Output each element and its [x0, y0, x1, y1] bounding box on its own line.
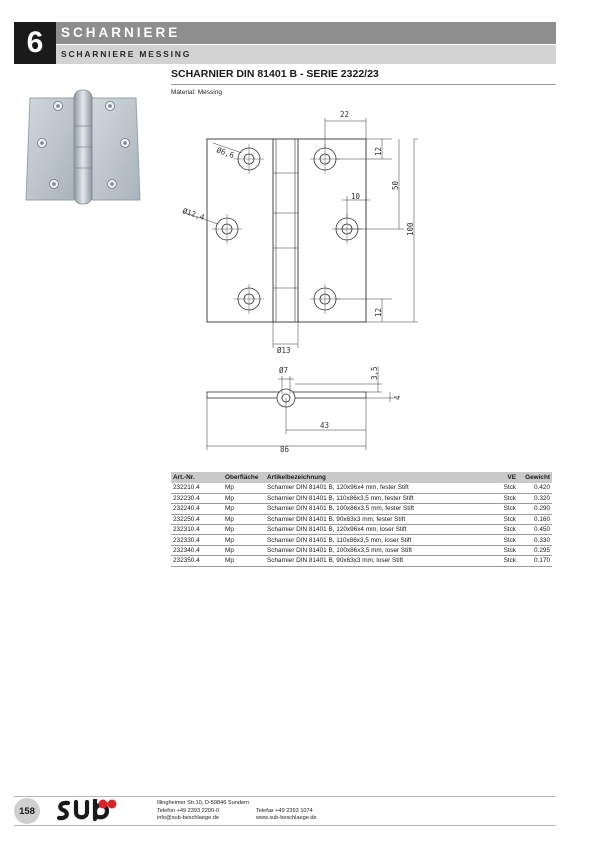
cell-weight: 0.450 [522, 525, 552, 535]
cell-ve: Stck [500, 525, 522, 535]
table-row [171, 493, 552, 503]
dim-top-width: 22 [340, 110, 350, 119]
table-row [171, 545, 552, 555]
dim-bottom-margin: 12 [374, 307, 383, 317]
cell-art-nr: 232350.4 [171, 556, 223, 566]
company-fax: Telefax +49 2393 1074 [256, 808, 313, 814]
chapter-subtitle: SCHARNIERE MESSING [56, 45, 556, 64]
cell-art-nr: 232230.4 [171, 493, 223, 503]
chapter-number: 6 [14, 22, 56, 64]
table-row [171, 504, 552, 514]
cell-weight: 0.170 [522, 556, 552, 566]
cell-ve: Stck [500, 504, 522, 514]
dim-edge: 10 [351, 192, 361, 201]
cell-weight: 0.330 [522, 535, 552, 545]
cell-description: Scharnier DIN 81401 B, 120x96x4 mm, loser Stift [265, 525, 500, 535]
cell-art-nr: 232250.4 [171, 514, 223, 524]
table-row [171, 535, 552, 545]
sub-logo-icon [55, 799, 117, 823]
cell-surface: Mp [223, 525, 265, 535]
col-weight: Gewicht [522, 472, 552, 483]
cell-ve: Stck [500, 514, 522, 524]
title-divider [171, 84, 556, 85]
cell-surface: Mp [223, 545, 265, 555]
cell-surface: Mp [223, 483, 265, 493]
cell-surface: Mp [223, 514, 265, 524]
cell-weight: 0.420 [522, 483, 552, 493]
company-web-link[interactable]: www.sub-beschlaege.de [256, 815, 317, 821]
cell-ve: Stck [500, 493, 522, 503]
company-phone: Telefon +49 2393 2200-0 [157, 808, 220, 814]
table-header-row [171, 472, 552, 483]
dim-hole-dia: Ø6,6 [215, 145, 236, 161]
table-row [171, 483, 552, 493]
footer-divider-top [14, 796, 556, 797]
col-description: Artikelbezeichnung [265, 472, 500, 483]
cell-ve: Stck [500, 545, 522, 555]
chapter-title: SCHARNIERE [56, 22, 556, 44]
company-email[interactable]: info@sub-beschlaege.de [157, 815, 219, 821]
cell-art-nr: 232340.4 [171, 545, 223, 555]
dim-thickness-a: 3,5 [370, 366, 379, 380]
cell-description: Scharnier DIN 81401 B, 100x86x3,5 mm, loser Stift [265, 545, 500, 555]
cell-description: Scharnier DIN 81401 B, 100x86x3,5 mm, fester Stift [265, 504, 500, 514]
cell-weight: 0.160 [522, 514, 552, 524]
technical-drawing [170, 100, 430, 460]
col-ve: VE [500, 472, 522, 483]
dim-top-margin: 12 [374, 146, 383, 156]
cell-weight: 0.320 [522, 493, 552, 503]
cell-description: Scharnier DIN 81401 B, 90x63x3 mm, loser Stift [265, 556, 500, 566]
cell-surface: Mp [223, 535, 265, 545]
dim-pin: Ø7 [279, 366, 289, 375]
cell-weight: 0.295 [522, 545, 552, 555]
cell-ve: Stck [500, 535, 522, 545]
table-row [171, 525, 552, 535]
table-row [171, 556, 552, 566]
cell-surface: Mp [223, 504, 265, 514]
cell-description: Scharnier DIN 81401 B, 120x96x4 mm, fester Stift [265, 483, 500, 493]
spec-table [171, 472, 552, 567]
company-address: Illingheimer Str.10, D-59846 Sundern [157, 800, 250, 806]
dim-ring-dia: Ø12,4 [181, 206, 206, 222]
cell-ve: Stck [500, 483, 522, 493]
dim-knuckle: Ø13 [277, 346, 291, 355]
cell-weight: 0.290 [522, 504, 552, 514]
cell-art-nr: 232310.4 [171, 525, 223, 535]
table-row [171, 514, 552, 524]
dim-leaf-half: 43 [320, 421, 330, 430]
cell-description: Scharnier DIN 81401 B, 110x86x3,5 mm, loser Stift [265, 535, 500, 545]
cell-surface: Mp [223, 556, 265, 566]
col-art-nr: Art.-Nr. [171, 472, 223, 483]
dim-hole-spacing: 50 [391, 180, 400, 190]
cell-art-nr: 232240.4 [171, 504, 223, 514]
cell-surface: Mp [223, 493, 265, 503]
dim-thickness-b: 4 [393, 395, 402, 400]
col-surface: Oberfläche [223, 472, 265, 483]
product-title: SCHARNIER DIN 81401 B - SERIE 2322/23 [171, 68, 379, 80]
cell-description: Scharnier DIN 81401 B, 110x86x3,5 mm, fester Stift [265, 493, 500, 503]
page-number: 158 [14, 798, 40, 824]
cell-art-nr: 232210.4 [171, 483, 223, 493]
cell-ve: Stck [500, 556, 522, 566]
product-material: Material: Messing [171, 89, 222, 96]
cell-description: Scharnier DIN 81401 B, 90x63x3 mm, fester Stift [265, 514, 500, 524]
cell-art-nr: 232330.4 [171, 535, 223, 545]
hinge-photo [22, 88, 146, 208]
dim-total-width: 86 [280, 445, 290, 454]
dim-height: 100 [406, 222, 415, 236]
footer-divider-bottom [14, 825, 556, 826]
